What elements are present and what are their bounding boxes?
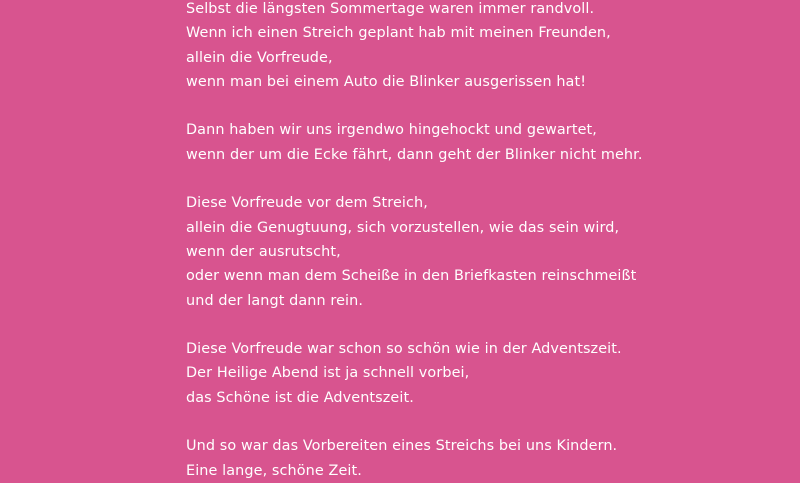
text-line: wenn man bei einem Auto die Blinker ausgerissen hat! [186, 73, 587, 90]
stanza-gap [186, 94, 760, 118]
text-line: allein die Genugtuung, sich vorzustellen, wie das sein wird, [186, 219, 620, 236]
text-line: Selbst die längsten Sommertage waren immer randvoll. [186, 1, 595, 17]
stanza-1 [186, 0, 760, 94]
text-line: Dann haben wir uns irgendwo hingehockt und gewartet, [186, 122, 597, 139]
stanza-gap [186, 410, 760, 434]
stanza-2 [186, 118, 760, 167]
text-line: Der Heilige Abend ist ja schnell vorbei, [186, 365, 470, 382]
poem-text-block [186, 0, 760, 483]
text-line: Und so war das Vorbereiten eines Streichs bei uns Kindern. [186, 438, 618, 455]
text-line: wenn der ausrutscht, [186, 243, 341, 260]
text-line: das Schöne ist die Adventszeit. [186, 389, 414, 406]
stanza-5 [186, 434, 760, 483]
stanza-4 [186, 337, 760, 410]
text-line: Diese Vorfreude war schon so schön wie in der Adventszeit. [186, 341, 622, 358]
stanza-gap [186, 167, 760, 191]
text-line: oder wenn man dem Scheiße in den Briefkasten reinschmeißt [186, 268, 637, 285]
text-line: wenn der um die Ecke fährt, dann geht der Blinker nicht mehr. [186, 146, 643, 163]
text-line: Diese Vorfreude vor dem Streich, [186, 195, 428, 212]
stanza-3 [186, 191, 760, 312]
text-line: Wenn ich einen Streich geplant hab mit meinen Freunden, [186, 25, 611, 42]
text-line: Eine lange, schöne Zeit. [186, 462, 362, 479]
text-line: allein die Vorfreude, [186, 49, 333, 66]
text-line: und der langt dann rein. [186, 292, 364, 309]
stanza-gap [186, 313, 760, 337]
